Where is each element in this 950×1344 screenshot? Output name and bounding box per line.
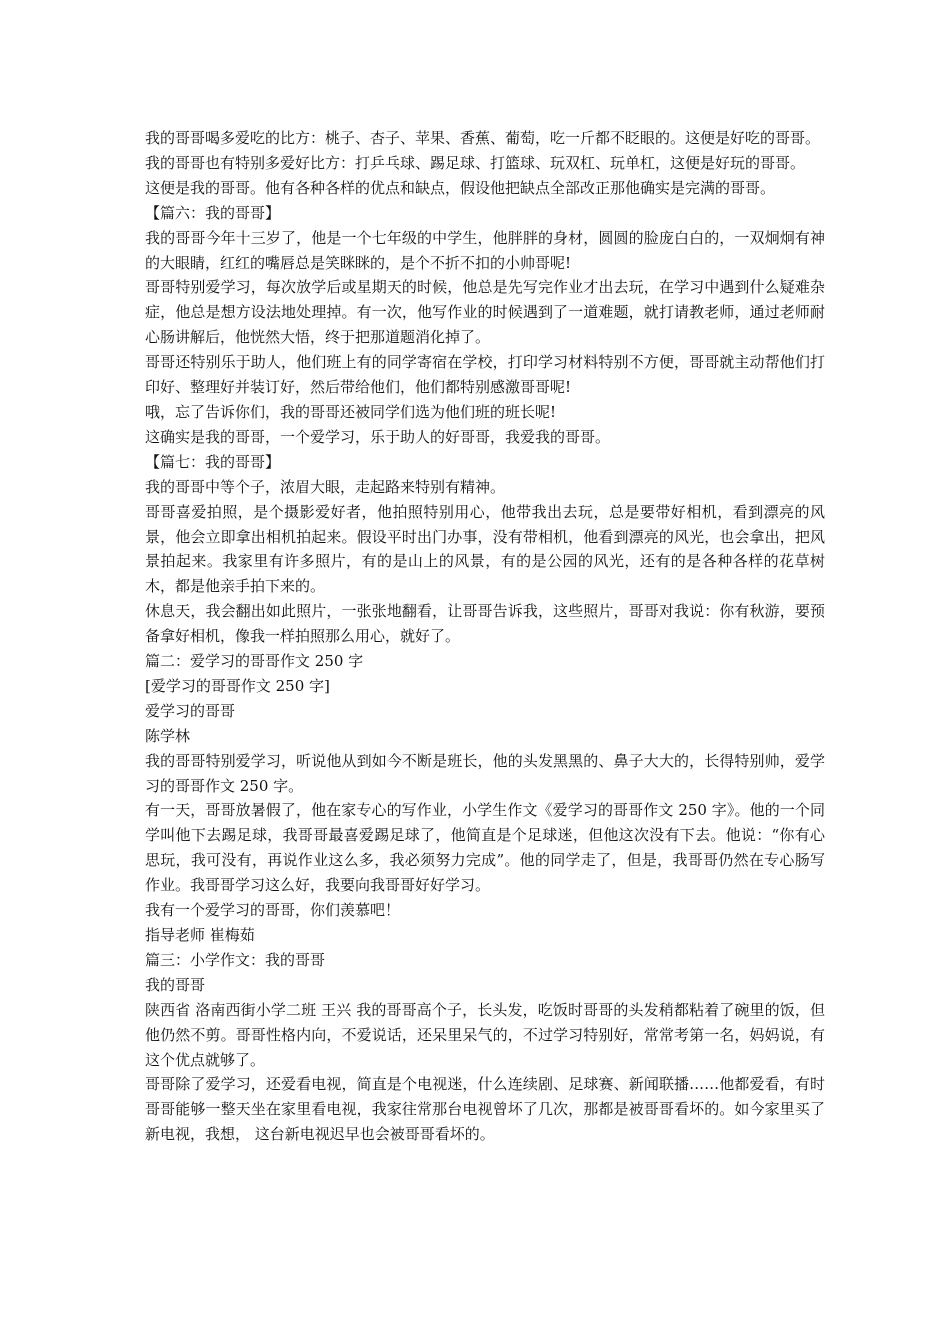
article-title: 我的哥哥	[145, 975, 206, 994]
paragraph: 我的哥哥中等个子，浓眉大眼，走起路来特别有精神。	[145, 477, 506, 496]
paragraph: 这便是我的哥哥。他有各种各样的优点和缺点，假设他把缺点全部改正那他确实是完满的哥哥。	[145, 178, 776, 197]
paragraph: 我的哥哥也有特别多爱好比方：打乒乓球、踢足球、打篮球、玩双杠、玩单杠，这便是好玩的哥哥。	[145, 153, 806, 172]
paragraph: 哥哥除了爱学习，还爱看电视，简直是个电视迷，什么连续剧、足球赛、新闻联播……他都爱看，有时哥哥能够一整天坐在家里看电视，我家往常那台电视曾坏了几次，那都是被哥哥看坏的。如今家里买了新电视，我想， 这台新电视迟早也会被哥哥看坏的。	[145, 1075, 825, 1144]
section-heading: 【篇七：我的哥哥】	[145, 452, 281, 471]
paragraph: 我的哥哥特别爱学习，听说他从到如今不断是班长，他的头发黑黑的、鼻子大大的，长得特别帅，爱学习的哥哥作文 250 字。	[145, 751, 825, 795]
paragraph: 这确实是我的哥哥，一个爱学习，乐于助人的好哥哥，我爱我的哥哥。	[145, 427, 611, 446]
paragraph: 陕西省 洛南西街小学二班 王兴 我的哥哥高个子，长头发，吃饭时哥哥的头发稍都粘着了碗里的饭，但他仍然不剪。哥哥性格内向，不爱说话，还呆里呆气的，不过学习特别好，常常考第一名，妈妈说，有这个优点就够了。	[145, 1000, 825, 1069]
paragraph: 哥哥喜爱拍照，是个摄影爱好者，他拍照特别用心，他带我出去玩，总是要带好相机，看到漂亮的风景，他会立即拿出相机拍起来。假设平时出门办事，没有带相机，他看到漂亮的风光，也会拿出，把风景拍起来。我家里有许多照片，有的是山上的风景，有的是公园的风光，还有的是各种各样的花草树木，都是他亲手拍下来的。	[145, 502, 825, 596]
section-heading: 篇二：爱学习的哥哥作文 250 字	[145, 652, 364, 671]
paragraph: 哥哥还特别乐于助人，他们班上有的同学寄宿在学校，打印学习材料特别不方便，哥哥就主动帮他们打印好、整理好并装订好，然后带给他们，他们都特别感激哥哥呢!	[145, 353, 825, 397]
document-body	[145, 126, 825, 1147]
article-author: 陈学林	[145, 726, 191, 745]
paragraph: 我的哥哥今年十三岁了，他是一个七年级的中学生，他胖胖的身材，圆圆的脸庞白白的，一双炯炯有神的大眼睛，红红的嘴唇总是笑眯眯的，是个不折不扣的小帅哥呢!	[145, 228, 825, 272]
section-heading: 【篇六：我的哥哥】	[145, 203, 281, 222]
paragraph: 我的哥哥喝多爱吃的比方：桃子、杏子、苹果、香蕉、葡萄，吃一斤都不眨眼的。这便是好吃的哥哥。	[145, 129, 821, 147]
paragraph: 指导老师 崔梅茹	[145, 926, 255, 944]
paragraph: 休息天，我会翻出如此照片，一张张地翻看，让哥哥告诉我，这些照片，哥哥对我说：你有秋游，要预备拿好相机，像我一样拍照那么用心，就好了。	[145, 602, 825, 646]
article-title: 爱学习的哥哥	[145, 701, 236, 720]
section-heading: 篇三：小学作文：我的哥哥	[145, 950, 326, 969]
paragraph: 我有一个爱学习的哥哥，你们羡慕吧！	[145, 901, 401, 920]
paragraph: 哦，忘了告诉你们，我的哥哥还被同学们选为他们班的班长呢!	[145, 402, 557, 421]
paragraph: [爱学习的哥哥作文 250 字]	[145, 676, 330, 695]
paragraph: 哥哥特别爱学习，每次放学后或星期天的时候，他总是先写完作业才出去玩，在学习中遇到什么疑难杂症，他总是想方设法地处理掉。有一次，他写作业的时候遇到了一道难题，就打请教老师，通过老师耐心肠讲解后，他恍然大悟，终于把那道题消化掉了。	[145, 278, 825, 347]
paragraph: 有一天，哥哥放暑假了，他在家专心的写作业，小学生作文《爱学习的哥哥作文 250 字》。他的一个同学叫他下去踢足球，我哥哥最喜爱踢足球了，他简直是个足球迷，但他这次没有下去。他说：“你有心思玩，我可没有，再说作业这么多，我必须努力完成”。他的同学走了，但是，我哥哥仍然在专心肠写作业。我哥哥学习这么好，我要向我哥哥好好学习。	[145, 801, 825, 895]
